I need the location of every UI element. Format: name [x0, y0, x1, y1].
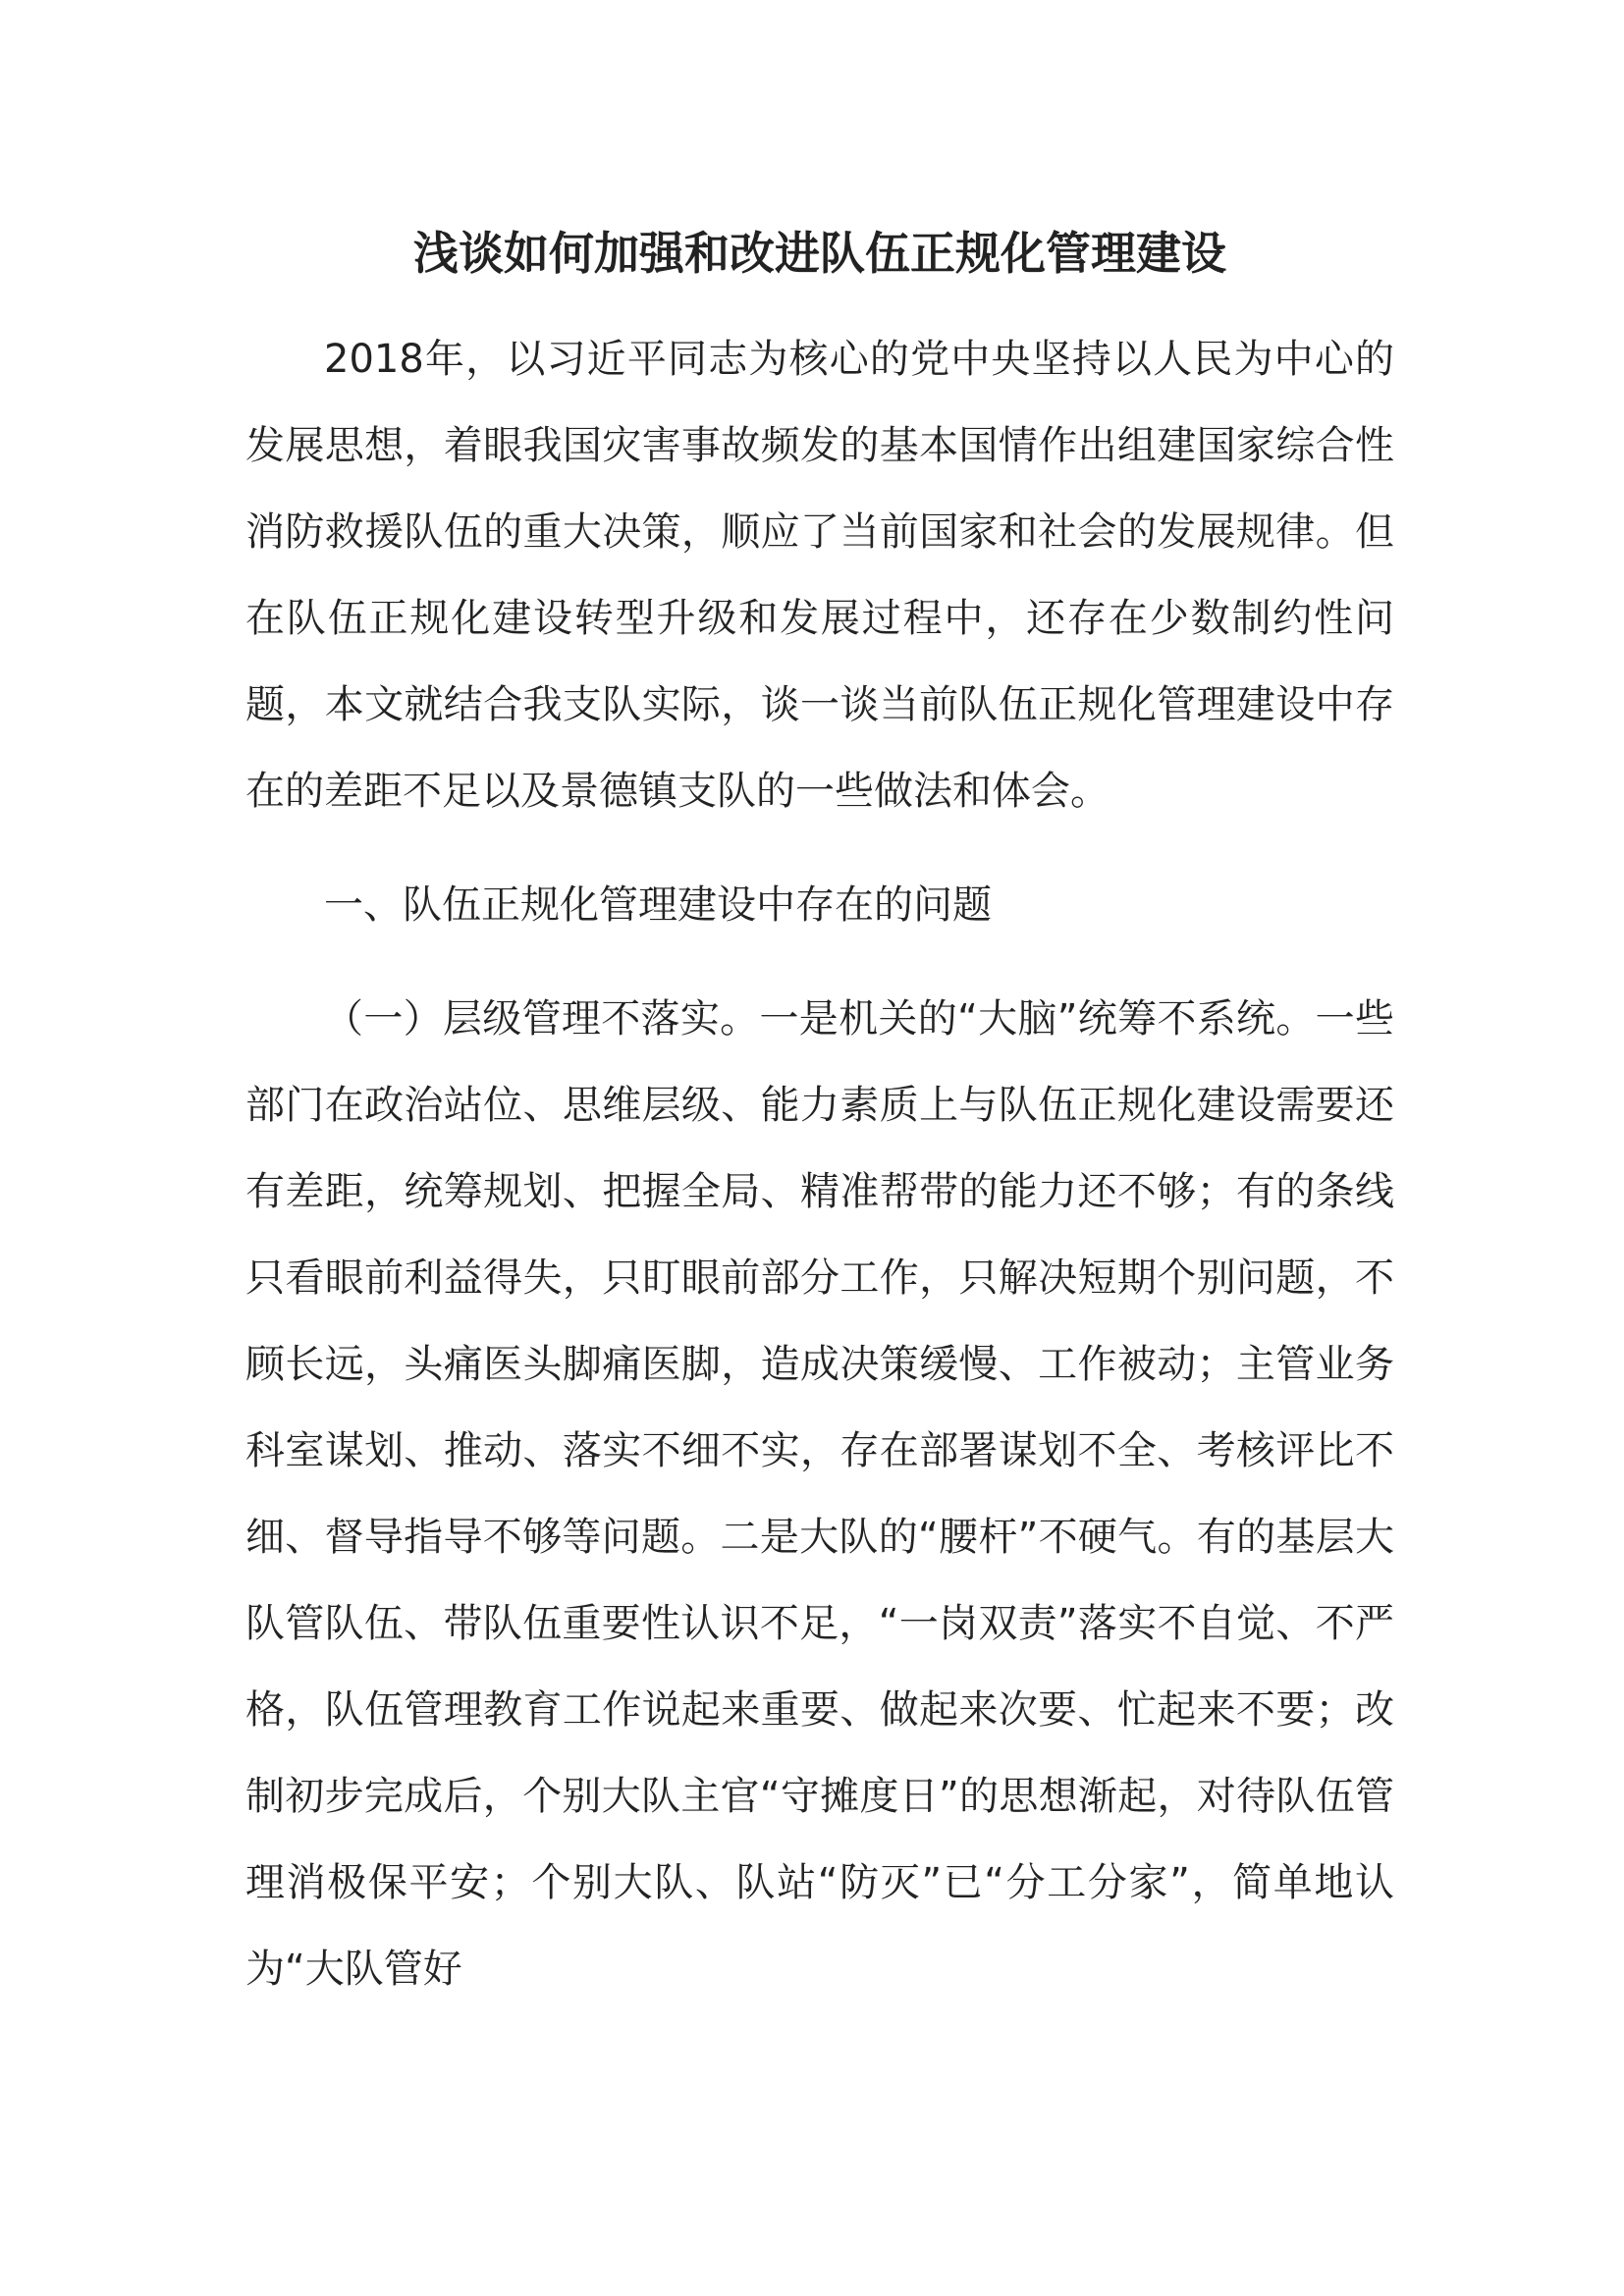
document-title: 浅谈如何加强和改进队伍正规化管理建设: [413, 227, 1226, 280]
section-heading-problems: 一、队伍正规化管理建设中存在的问题: [324, 882, 992, 928]
intro-paragraph: 2018年，以习近平同志为核心的党中央坚持以人民为中心的发展思想，着眼我国灾害事故频发的基本国情作出组建国家综合性消防救援队伍的重大决策，顺应了当前国家和社会的发展规律。但在队伍正规化建设转型升级和发展过程中，还存在少数制约性问题，本文就结合我支队实际，谈一谈当前队伍正规化管理建设中存在的差距不足以及景德镇支队的一些做法和体会。: [245, 337, 1394, 814]
section-paragraph-level-management: （一）层级管理不落实。一是机关的“大脑”统筹不系统。一些部门在政治站位、思维层级、能力素质上与队伍正规化建设需要还有差距，统筹规划、把握全局、精准帮带的能力还不够；有的条线只看眼前利益得失，只盯眼前部分工作，只解决短期个别问题，不顾长远，头痛医头脚痛医脚，造成决策缓慢、工作被动；主管业务科室谋划、推动、落实不细不实，存在部署谋划不全、考核评比不细、督导指导不够等问题。二是大队的“腰杆”不硬气。有的基层大队管队伍、带队伍重要性认识不足，“一岗双责”落实不自觉、不严格，队伍管理教育工作说起来重要、做起来次要、忙起来不要；改制初步完成后，个别大队主官“守摊度日”的思想渐起，对待队伍管理消极保平安；个别大队、队站“防灭”已“分工分家”，简单地认为“大队管好: [245, 996, 1394, 1992]
document-body: [245, 214, 1394, 2012]
